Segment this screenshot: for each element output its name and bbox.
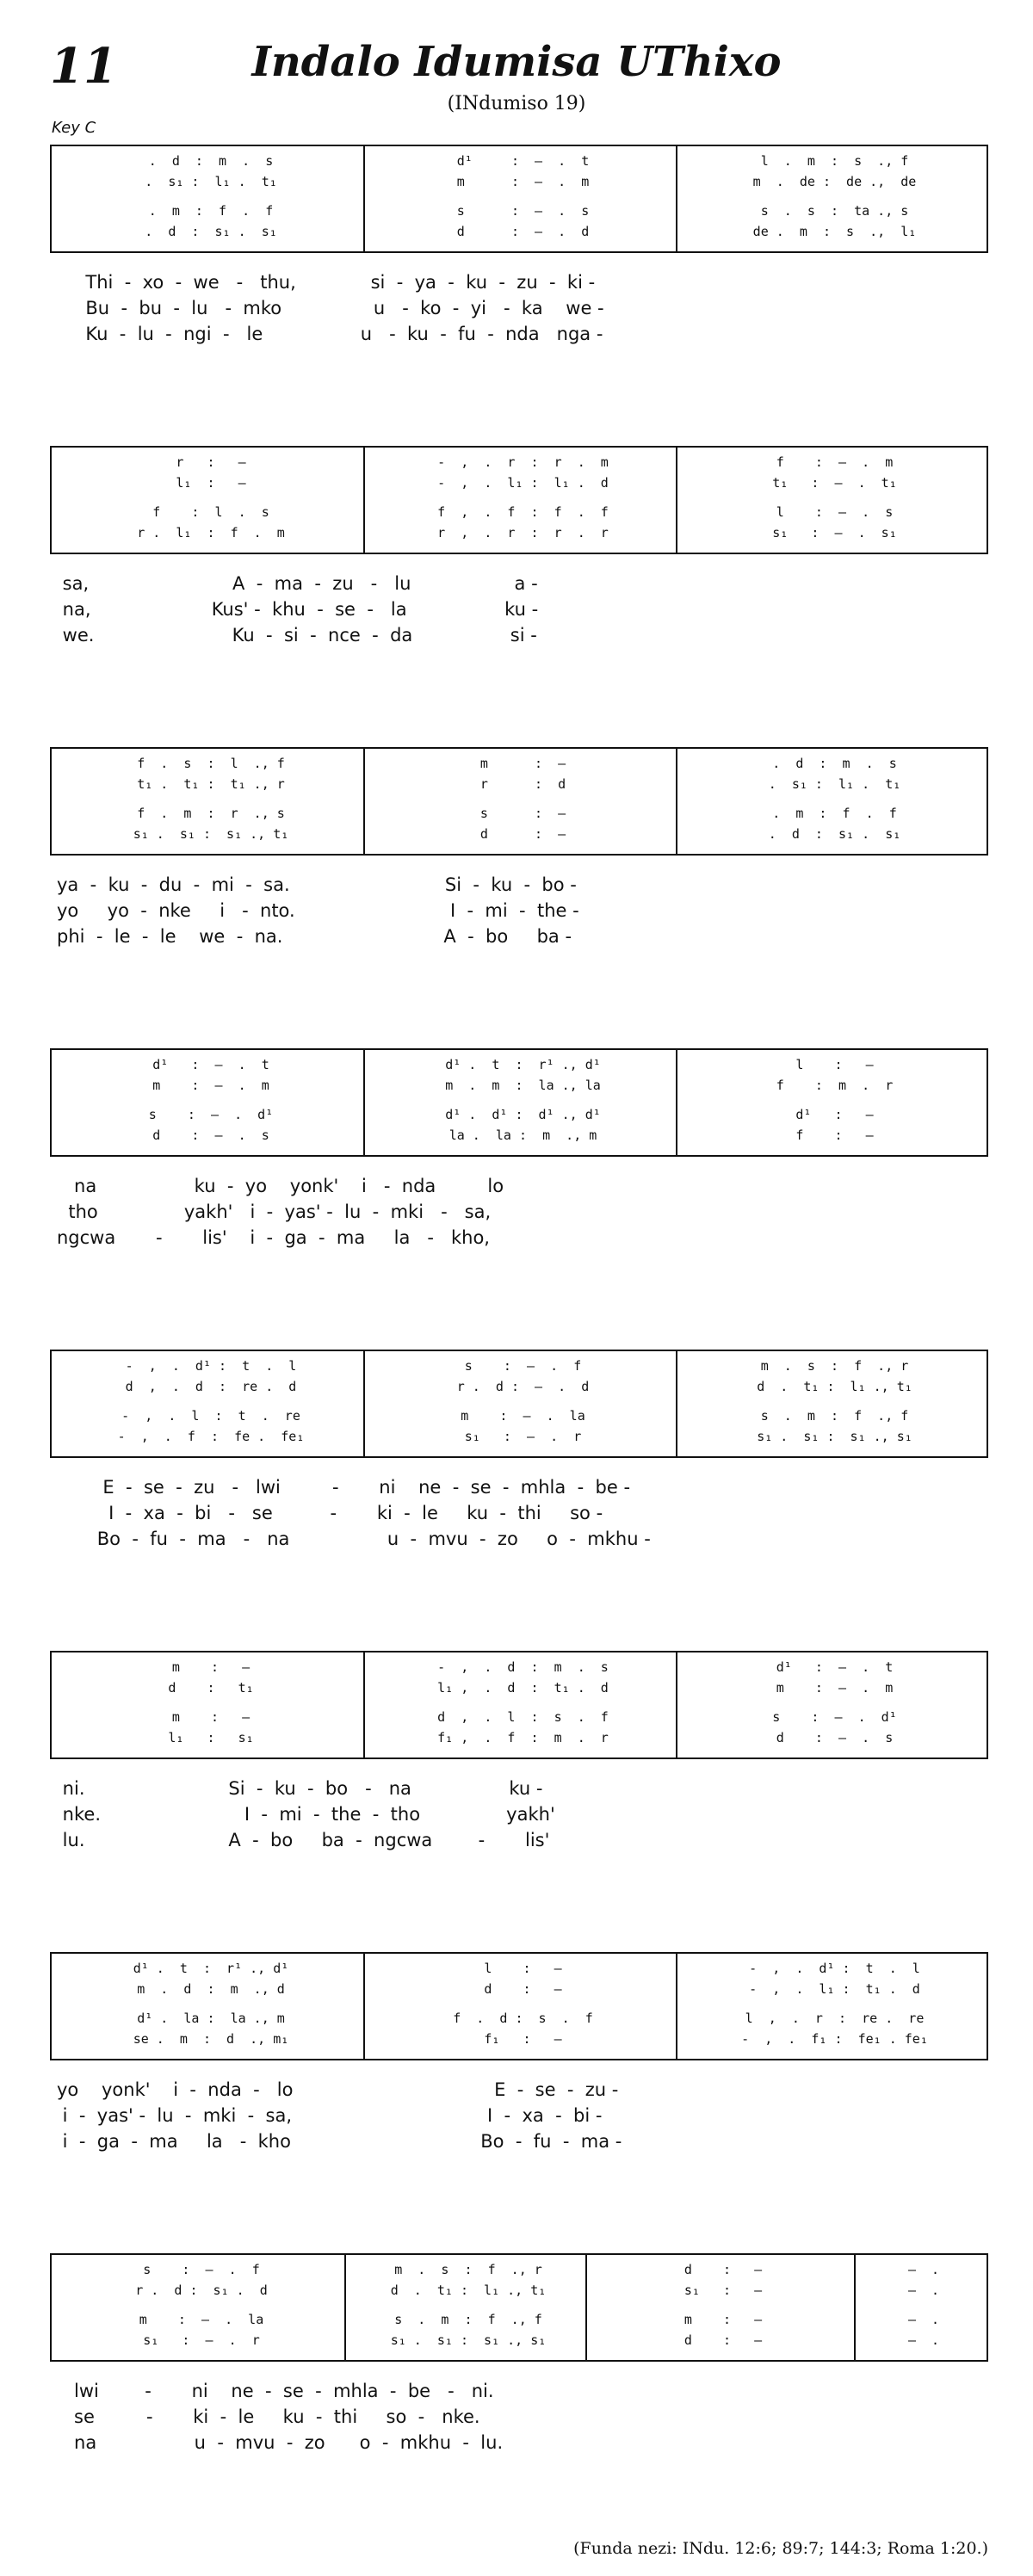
solfa-notes: s₁ : – . s₁ — [772, 525, 897, 541]
solfa-notes: - , . d¹ : t . l — [125, 1358, 297, 1374]
solfa-notes: - , . l₁ : t₁ . d — [749, 1981, 920, 1997]
solfa-notes: f : m . r — [776, 1078, 894, 1093]
bar-line — [363, 1050, 365, 1155]
lyric-line: ngcwa - lis' i - ga - ma la - kho, — [57, 1227, 490, 1248]
music-system — [50, 747, 988, 962]
solfa-notes: d¹ : – . t — [776, 1659, 894, 1675]
bar-line — [676, 1652, 677, 1757]
music-system — [50, 145, 988, 360]
solfa-notes: d : – . d — [456, 224, 590, 239]
solfa-notes: d¹ : — — [795, 1107, 874, 1122]
music-system — [50, 446, 988, 661]
lyric-line: ya - ku - du - mi - sa. Si - ku - bo - — [57, 874, 577, 895]
hymn-header — [0, 0, 1033, 138]
lyric-line: ni. Si - ku - bo - na ku - — [57, 1778, 543, 1799]
solfa-notes: s₁ : — — [684, 2283, 763, 2298]
hymn-number: 11 — [50, 38, 117, 95]
bar-line — [676, 146, 677, 251]
solfa-notes: . d : m . s — [772, 756, 897, 771]
solfa-notes: f : l . s — [152, 504, 269, 520]
solfa-notes: m : – . la — [461, 1408, 585, 1424]
solfa-notes: t₁ : – . t₁ — [772, 475, 897, 491]
solfa-staff — [50, 1350, 988, 1458]
solfa-notes: s : – . d¹ — [148, 1107, 274, 1122]
lyric-line: I - xa - bi - se - ki - le ku - thi so - — [57, 1503, 603, 1523]
solfa-notes: d : — — [684, 2262, 763, 2277]
solfa-notes: la . la : m ., m — [448, 1127, 597, 1143]
bar-line — [363, 1652, 365, 1757]
solfa-notes: m . de : de ., de — [752, 174, 917, 189]
lyric-line: lwi - ni ne - se - mhla - be - ni. — [57, 2381, 494, 2401]
solfa-staff — [50, 446, 988, 554]
lyric-line: na ku - yo yonk' i - nda lo — [57, 1176, 504, 1196]
solfa-notes: m : — — [684, 2312, 763, 2327]
music-system — [50, 1048, 988, 1263]
lyric-line: phi - le - le we - na. A - bo ba - — [57, 926, 572, 947]
solfa-notes: s . s : ta ., s — [760, 203, 909, 219]
solfa-notes: f₁ : — — [484, 2031, 562, 2047]
solfa-notes: f , . f : f . f — [437, 504, 609, 520]
lyric-line: Ku - lu - ngi - le u - ku - fu - nda nga - — [57, 324, 603, 344]
solfa-notes: d¹ . t : r¹ ., d¹ — [445, 1057, 601, 1072]
lyric-line: na u - mvu - zo o - mkhu - lu. — [57, 2432, 504, 2453]
solfa-notes: – . — [907, 2332, 940, 2348]
solfa-notes: r : d — [479, 776, 566, 792]
solfa-notes: s : – . d¹ — [772, 1709, 897, 1725]
solfa-notes: r . d : – . d — [456, 1379, 590, 1394]
solfa-notes: s₁ . s₁ : s₁ ., t₁ — [133, 826, 289, 842]
solfa-notes: d : — — [684, 2332, 763, 2348]
solfa-notes: d¹ . t : r¹ ., d¹ — [133, 1961, 289, 1976]
music-system — [50, 1651, 988, 1866]
bar-line — [585, 2255, 587, 2360]
lyric-line: se - ki - le ku - thi so - nke. — [57, 2406, 480, 2427]
solfa-notes: de . m : s ., l₁ — [752, 224, 917, 239]
bar-line — [363, 146, 365, 251]
solfa-notes: d¹ . la : la ., m — [137, 2011, 285, 2026]
solfa-staff — [50, 1048, 988, 1157]
music-system — [50, 1350, 988, 1565]
bar-line — [676, 448, 677, 553]
solfa-notes: f : – . m — [776, 454, 894, 470]
solfa-notes: s₁ : – . r — [143, 2332, 260, 2348]
solfa-notes: d¹ : – . t — [456, 153, 590, 169]
solfa-notes: – . — [907, 2262, 940, 2277]
solfa-notes: . d : m . s — [148, 153, 274, 169]
solfa-notes: t₁ . t₁ : t₁ ., r — [137, 776, 285, 792]
solfa-notes: d : — — [484, 1981, 562, 1997]
bar-line — [363, 448, 365, 553]
lyric-line: yo yo - nke i - nto. I - mi - the - — [57, 900, 579, 921]
solfa-notes: d : – . s — [776, 1730, 894, 1745]
solfa-notes: l : – . s — [776, 504, 894, 520]
solfa-notes: m : – . m — [456, 174, 590, 189]
solfa-notes: d . t₁ : l₁ ., t₁ — [757, 1379, 912, 1394]
lyric-line: nke. I - mi - the - tho yakh' — [57, 1804, 555, 1825]
solfa-notes: m : — — [171, 1659, 251, 1675]
solfa-notes: l₁ : s₁ — [168, 1730, 254, 1745]
solfa-notes: l : — — [484, 1961, 562, 1976]
solfa-notes: d¹ . d¹ : d¹ ., d¹ — [445, 1107, 601, 1122]
bar-line — [676, 1351, 677, 1456]
solfa-notes: d . t₁ : l₁ ., t₁ — [390, 2283, 547, 2298]
lyric-line: Thi - xo - we - thu, si - ya - ku - zu - ki - — [57, 272, 596, 293]
solfa-notes: d , . l : s . f — [437, 1709, 609, 1725]
lyric-line: sa, A - ma - zu - lu a - — [57, 573, 538, 594]
solfa-notes: f . d : s . f — [453, 2011, 593, 2026]
solfa-notes: f . m : r ., s — [137, 806, 285, 821]
solfa-notes: f : — — [795, 1127, 874, 1143]
solfa-notes: d : t₁ — [168, 1680, 254, 1696]
solfa-notes: - , . r : r . m — [437, 454, 609, 470]
solfa-staff — [50, 145, 988, 253]
solfa-notes: m . d : m ., d — [137, 1981, 285, 1997]
solfa-notes: m : — — [171, 1709, 251, 1725]
solfa-notes: d , . d : re . d — [125, 1379, 297, 1394]
solfa-notes: r : — — [176, 454, 246, 470]
solfa-notes: - , . d¹ : t . l — [749, 1961, 920, 1976]
solfa-notes: s : — — [479, 806, 566, 821]
solfa-notes: se . m : d ., m₁ — [133, 2031, 289, 2047]
solfa-staff — [50, 747, 988, 856]
solfa-notes: - , . d : m . s — [437, 1659, 609, 1675]
key-label: Key C — [52, 119, 96, 137]
lyric-line: Bo - fu - ma - na u - mvu - zo o - mkhu - — [57, 1529, 651, 1549]
solfa-notes: s₁ . s₁ : s₁ ., s₁ — [757, 1429, 912, 1444]
solfa-notes: . s₁ : l₁ . t₁ — [145, 174, 277, 189]
solfa-notes: - , . l : t . re — [121, 1408, 300, 1424]
solfa-notes: - , . f : fe . fe₁ — [117, 1429, 305, 1444]
solfa-notes: . d : s₁ . s₁ — [768, 826, 901, 842]
bar-line — [854, 2255, 856, 2360]
solfa-notes: d : — — [479, 826, 566, 842]
lyric-line: we. Ku - si - nce - da si - — [57, 625, 537, 646]
solfa-notes: d : – . s — [152, 1127, 269, 1143]
solfa-notes: s : – . s — [456, 203, 590, 219]
solfa-notes: s₁ . s₁ : s₁ ., s₁ — [390, 2332, 547, 2348]
solfa-staff — [50, 2253, 988, 2362]
lyric-line: na, Kus' - khu - se - la ku - — [57, 599, 539, 620]
solfa-notes: r . d : s₁ . d — [135, 2283, 268, 2298]
solfa-notes: . m : f . f — [772, 806, 897, 821]
solfa-notes: . m : f . f — [148, 203, 274, 219]
solfa-notes: s : – . f — [143, 2262, 260, 2277]
solfa-notes: l . m : s ., f — [760, 153, 909, 169]
hymn-subtitle: (INdumiso 19) — [447, 93, 586, 114]
lyric-line: tho yakh' i - yas' - lu - mki - sa, — [57, 1202, 492, 1222]
lyric-line: Bu - bu - lu - mko u - ko - yi - ka we - — [57, 298, 604, 318]
lyric-line: i - ga - ma la - kho Bo - fu - ma - — [57, 2131, 622, 2152]
solfa-staff — [50, 1952, 988, 2060]
solfa-staff — [50, 1651, 988, 1759]
hymn-title: Indalo Idumisa UThixo — [251, 38, 782, 86]
solfa-notes: l , . r : re . re — [745, 2011, 925, 2026]
solfa-notes: . s₁ : l₁ . t₁ — [768, 776, 901, 792]
solfa-notes: m : – . m — [776, 1680, 894, 1696]
lyric-line: yo yonk' i - nda - lo E - se - zu - — [57, 2079, 619, 2100]
solfa-notes: l : — — [795, 1057, 874, 1072]
bar-line — [676, 749, 677, 854]
bar-line — [363, 1954, 365, 2059]
bar-line — [676, 1050, 677, 1155]
solfa-notes: – . — [907, 2312, 940, 2327]
solfa-notes: – . — [907, 2283, 940, 2298]
bar-line — [363, 1351, 365, 1456]
bar-line — [344, 2255, 346, 2360]
solfa-notes: d¹ : – . t — [152, 1057, 269, 1072]
lyric-line: E - se - zu - lwi - ni ne - se - mhla - be - — [57, 1477, 631, 1498]
solfa-notes: s . m : f ., f — [394, 2312, 542, 2327]
scripture-footnote: (Funda nezi: INdu. 12:6; 89:7; 144:3; Roma 1:20.) — [573, 2539, 988, 2558]
solfa-notes: m . s : f ., r — [394, 2262, 542, 2277]
solfa-notes: . d : s₁ . s₁ — [145, 224, 277, 239]
solfa-notes: - , . l₁ : l₁ . d — [437, 475, 609, 491]
solfa-notes: m : – . la — [139, 2312, 264, 2327]
solfa-notes: m : — — [479, 756, 566, 771]
music-system — [50, 2253, 988, 2468]
solfa-notes: l₁ , . d : t₁ . d — [437, 1680, 609, 1696]
solfa-notes: - , . f₁ : fe₁ . fe₁ — [741, 2031, 928, 2047]
solfa-notes: r . l₁ : f . m — [137, 525, 285, 541]
lyric-line: i - yas' - lu - mki - sa, I - xa - bi - — [57, 2105, 603, 2126]
solfa-notes: f₁ , . f : m . r — [437, 1730, 609, 1745]
solfa-notes: s₁ : – . r — [464, 1429, 582, 1444]
solfa-notes: l₁ : — — [176, 475, 246, 491]
solfa-notes: s . m : f ., f — [760, 1408, 909, 1424]
solfa-notes: r , . r : r . r — [437, 525, 609, 541]
music-system — [50, 1952, 988, 2167]
solfa-notes: s : – . f — [464, 1358, 582, 1374]
solfa-notes: m . s : f ., r — [760, 1358, 909, 1374]
bar-line — [676, 1954, 677, 2059]
solfa-notes: f . s : l ., f — [137, 756, 285, 771]
solfa-notes: m . m : la ., la — [445, 1078, 601, 1093]
solfa-notes: m : – . m — [152, 1078, 269, 1093]
bar-line — [363, 749, 365, 854]
lyric-line: lu. A - bo ba - ngcwa - lis' — [57, 1830, 550, 1850]
